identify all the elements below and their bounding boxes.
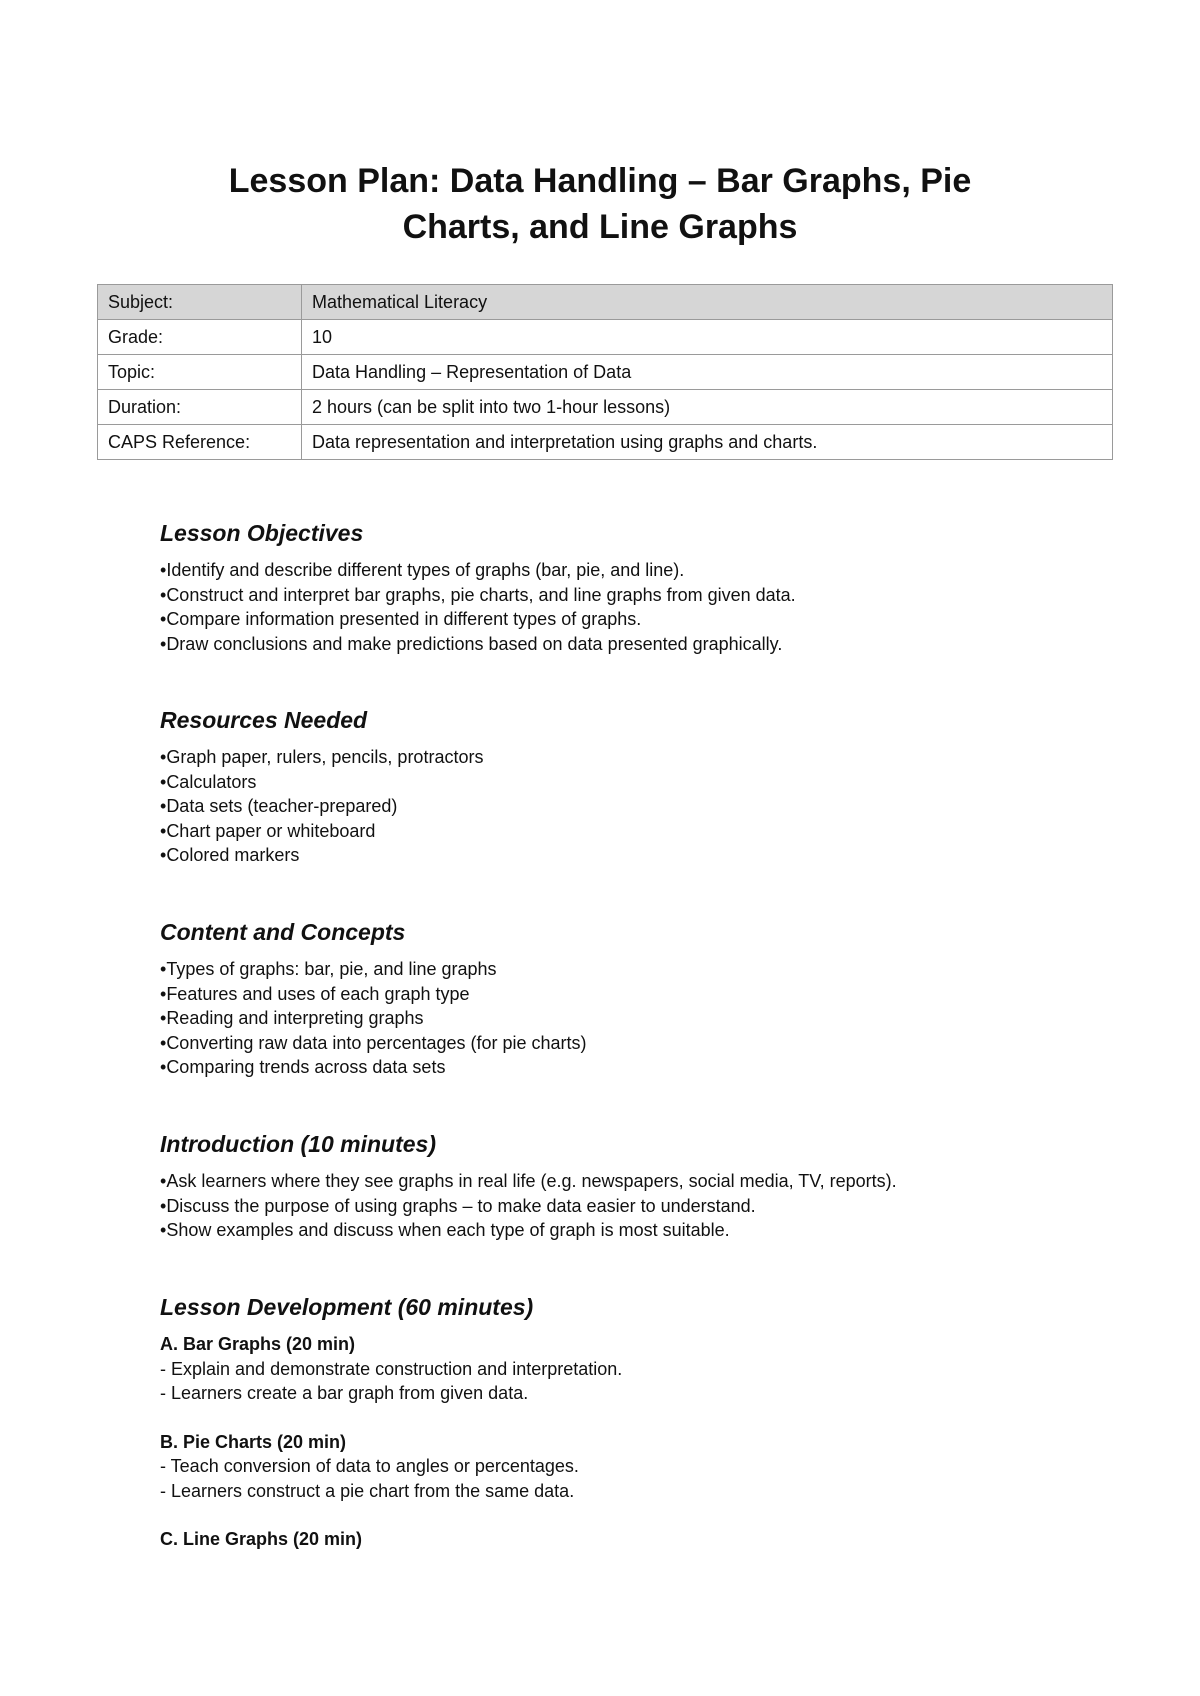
info-value: Data representation and interpretation using graphs and charts.	[302, 425, 1113, 460]
info-value: 2 hours (can be split into two 1-hour lessons)	[302, 390, 1113, 425]
section-heading: Lesson Development (60 minutes)	[160, 1294, 534, 1320]
title-line-1: Lesson Plan: Data Handling – Bar Graphs, Pie	[228, 162, 972, 200]
info-label: CAPS Reference:	[98, 425, 302, 460]
list-item: • Construct and interpret bar graphs, pie charts, and line graphs from given data.	[160, 583, 1060, 608]
subsection-line: - Learners create a bar graph from given data.	[160, 1383, 529, 1403]
section-heading: Resources Needed	[160, 707, 368, 733]
bar-graphs-subsection	[160, 1332, 1060, 1406]
subsection-line: - Explain and demonstrate construction and interpretation.	[160, 1358, 623, 1379]
list-item: • Calculators	[160, 770, 1060, 795]
info-value: 10	[302, 320, 1113, 355]
list-item: • Features and uses of each graph type	[160, 982, 1060, 1007]
list-item: • Identify and describe different types of graphs (bar, pie, and line).	[160, 558, 1060, 583]
list-item: • Compare information presented in different types of graphs.	[160, 607, 1060, 632]
info-label: Grade:	[98, 320, 302, 355]
resources-section	[160, 705, 1060, 868]
introduction-list	[160, 1169, 1060, 1243]
list-item: • Ask learners where they see graphs in real life (e.g. newspapers, social media, TV, reports).	[160, 1169, 1060, 1194]
list-item: • Types of graphs: bar, pie, and line graphs	[160, 957, 1060, 982]
introduction-section	[160, 1129, 1060, 1243]
subsection-heading: B. Pie Charts (20 min)	[160, 1431, 347, 1452]
development-section	[160, 1292, 1060, 1576]
table-row	[98, 320, 1113, 355]
list-item: • Draw conclusions and make predictions based on data presented graphically.	[160, 632, 1060, 657]
title-line-2: Charts, and Line Graphs	[402, 208, 798, 246]
list-item: • Comparing trends across data sets	[160, 1055, 1060, 1080]
document-title	[0, 158, 1200, 250]
info-label: Subject:	[98, 285, 302, 320]
resources-list	[160, 745, 1060, 868]
list-item: • Show examples and discuss when each type of graph is most suitable.	[160, 1218, 1060, 1243]
subsection-heading: A. Bar Graphs (20 min)	[160, 1334, 356, 1354]
list-item: • Graph paper, rulers, pencils, protractors	[160, 745, 1060, 770]
info-value: Mathematical Literacy	[302, 285, 1113, 320]
info-label: Topic:	[98, 355, 302, 390]
list-item: • Data sets (teacher-prepared)	[160, 794, 1060, 819]
table-row	[98, 355, 1113, 390]
subsection-heading: C. Line Graphs (20 min)	[160, 1529, 363, 1549]
table-row	[98, 425, 1113, 460]
content-section	[160, 917, 1060, 1080]
pie-charts-subsection	[160, 1430, 1060, 1504]
table-row	[98, 390, 1113, 425]
lesson-info-table	[97, 284, 1113, 460]
subsection-line: - Teach conversion of data to angles or percentages.	[160, 1456, 579, 1476]
list-item: • Colored markers	[160, 843, 1060, 868]
section-heading: Content and Concepts	[160, 919, 406, 945]
list-item: • Converting raw data into percentages (for pie charts)	[160, 1031, 1060, 1056]
list-item: • Discuss the purpose of using graphs – to make data easier to understand.	[160, 1194, 1060, 1219]
content-list	[160, 957, 1060, 1080]
info-value: Data Handling – Representation of Data	[302, 355, 1113, 390]
line-graphs-subsection	[160, 1527, 1060, 1552]
section-heading: Introduction (10 minutes)	[160, 1131, 436, 1157]
subsection-line: - Learners construct a pie chart from the same data.	[160, 1480, 575, 1501]
list-item: • Reading and interpreting graphs	[160, 1006, 1060, 1031]
table-row	[98, 285, 1113, 320]
info-label: Duration:	[98, 390, 302, 425]
section-heading: Lesson Objectives	[160, 520, 364, 546]
objectives-list	[160, 558, 1060, 656]
objectives-section	[160, 518, 1060, 656]
list-item: • Chart paper or whiteboard	[160, 819, 1060, 844]
